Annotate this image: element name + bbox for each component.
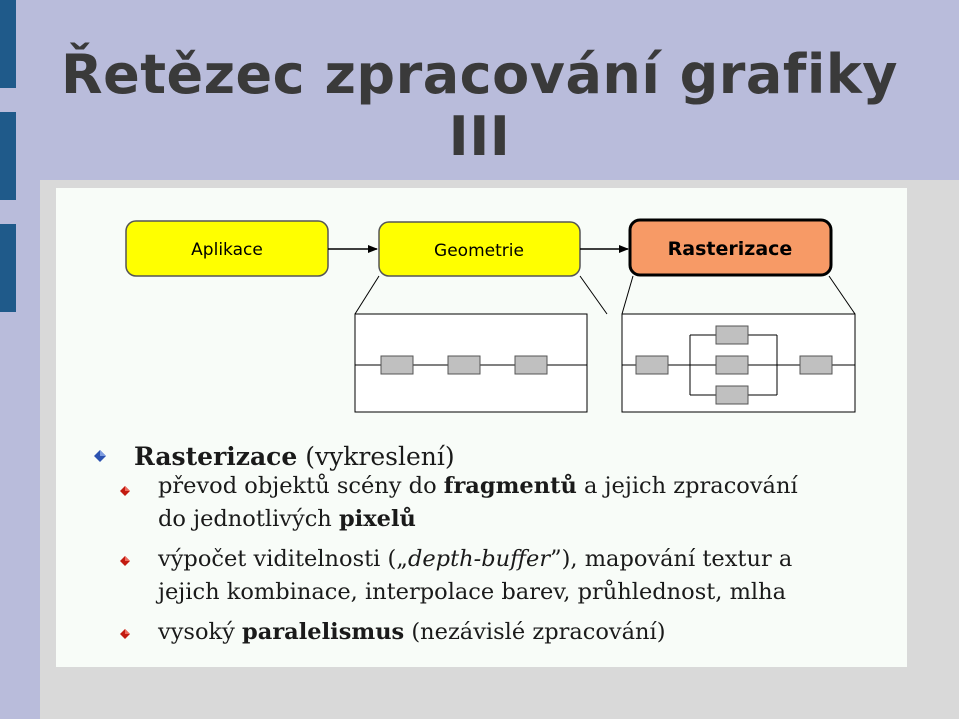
stage-label-aplikace: Aplikace <box>191 240 263 260</box>
bullet-red-diamond-icon <box>120 629 130 639</box>
geometrie-unit <box>381 356 413 374</box>
geometrie-unit <box>448 356 480 374</box>
bullet-diamond-icon <box>94 450 106 462</box>
italic-depth-buffer: depth-buffer <box>407 546 551 572</box>
bullet-red-diamond-icon <box>120 486 130 496</box>
sub-bullet-2 <box>158 543 792 609</box>
bold-fragmentu: fragmentů <box>443 473 577 499</box>
slide-title <box>0 44 959 168</box>
text-span: do jednotlivých <box>158 506 339 532</box>
sub-bullet-1 <box>158 470 798 536</box>
text-span: převod objektů scény do <box>158 473 444 499</box>
content-image <box>56 188 907 667</box>
sub-bullet-3 <box>158 616 666 649</box>
stage-label-geometrie: Geometrie <box>434 241 524 261</box>
parallel-unit <box>716 386 748 404</box>
bullet-main <box>134 442 455 471</box>
text-span: vysoký <box>158 619 243 645</box>
zoom-line <box>580 276 607 314</box>
bold-pixelu: pixelů <box>338 506 416 532</box>
text-span: ”), mapování textur a <box>550 546 793 572</box>
text-span: (nezávislé zpracování) <box>404 619 666 645</box>
title-line-2: III <box>448 105 511 168</box>
sub-bullet-1-line-2 <box>158 503 798 536</box>
accent-bar <box>0 224 16 312</box>
pipeline-diagram <box>56 188 907 428</box>
rasterizace-unit <box>636 356 668 374</box>
term-note: (vykreslení) <box>297 442 455 471</box>
rasterizace-unit <box>800 356 832 374</box>
zoom-line <box>622 276 633 314</box>
zoom-line <box>355 276 379 314</box>
sub-bullet-2-line-1 <box>158 543 792 576</box>
title-line-1: Řetězec zpracování grafiky <box>60 43 898 106</box>
sub-bullet-1-line-1 <box>158 470 798 503</box>
text-span: a jejich zpracování <box>576 473 798 499</box>
sub-bullet-3-line-1 <box>158 616 666 649</box>
bold-paralelismus: paralelismus <box>242 619 405 645</box>
parallel-unit <box>716 326 748 344</box>
stage-label-rasterizace: Rasterizace <box>667 238 793 260</box>
zoom-line <box>829 276 855 314</box>
geometrie-unit <box>515 356 547 374</box>
parallel-unit <box>716 356 748 374</box>
sub-bullet-2-line-2: jejich kombinace, interpolace barev, průhlednost, mlha <box>158 579 787 605</box>
text-span: výpočet viditelnosti („ <box>158 546 408 572</box>
term-rasterizace: Rasterizace <box>134 442 298 471</box>
bullet-red-diamond-icon <box>120 556 130 566</box>
